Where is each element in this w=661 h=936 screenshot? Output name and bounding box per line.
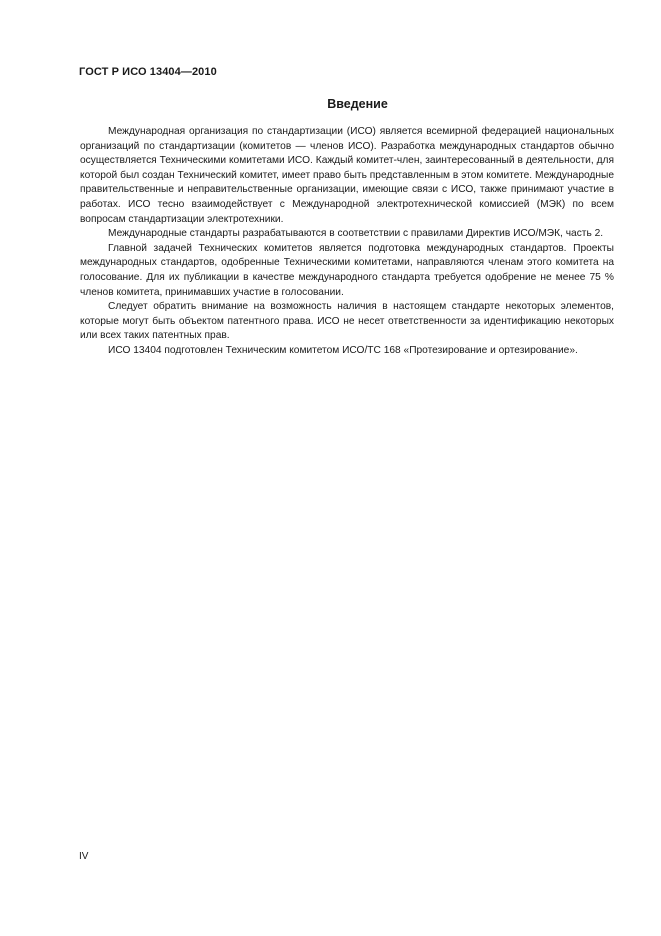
page-number: IV: [79, 851, 89, 862]
section-title: Введение: [327, 97, 388, 111]
paragraph-patent-notice: Следует обратить внимание на возможность наличия в настоящем стандарте некоторых элементов, которые могут быть объектом патентного права. ИСО не несет ответственности за идентификацию некоторых или всех таких патентных прав.: [80, 301, 614, 342]
paragraph-directives: Международные стандарты разрабатываются в соответствии с правилами Директив ИСО/МЭК, часть 2.: [108, 228, 604, 240]
paragraph-committee-task: Главной задачей Технических комитетов является подготовка международных стандартов. Проекты международных стандартов, одобренные Техническими комитетами, направляются членам этого комитета на голосование. Для их публикации в качестве международного стандарта требуется одобрение не менее 75 % членов комитета, принимавших участие в голосовании.: [80, 242, 614, 298]
paragraph-prepared-by: ИСО 13404 подготовлен Техническим комитетом ИСО/ТС 168 «Протезирование и ортезирование».: [108, 344, 578, 356]
body-text: [80, 125, 614, 359]
document-header: ГОСТ Р ИСО 13404—2010: [79, 66, 217, 78]
paragraph-iso-overview: Международная организация по стандартизации (ИСО) является всемирной федерацией национальных организаций по стандартизации (комитетов — членов ИСО). Разработка международных стандартов обычно осуществляется Техническими комитетами ИСО. Каждый комитет-член, заинтересованный в деятельности, для которой был создан Технический комитет, имеет право быть представленным в этом комитете. Международные правительственные и неправительственные организации, имеющие связи с ИСО, также принимают участие в работах. ИСО тесно взаимодействует с Международной электротехнической комиссией (МЭК) по всем вопросам стандартизации электротехники.: [80, 126, 614, 225]
